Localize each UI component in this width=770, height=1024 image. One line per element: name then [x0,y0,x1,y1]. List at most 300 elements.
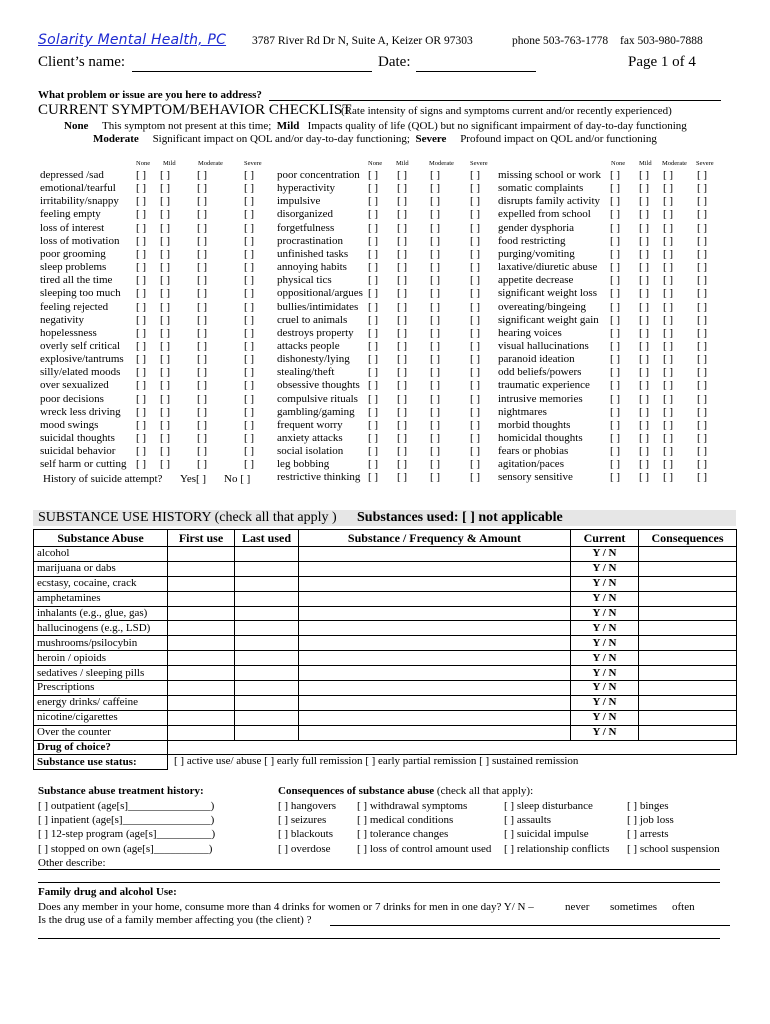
symptom-moderate-checkbox[interactable]: [ ] [663,445,674,458]
consequences-cell[interactable] [639,576,737,591]
symptom-severe-checkbox[interactable]: [ ] [470,432,481,444]
symptom-none-checkbox[interactable]: [ ] [368,208,379,221]
symptom-none-checkbox[interactable]: [ ] [368,326,379,339]
symptom-mild-checkbox[interactable]: [ ] [639,287,650,300]
consequence-checkbox[interactable]: [ ] tolerance changes [357,828,449,840]
symptom-mild-checkbox[interactable]: [ ] [397,313,408,326]
symptom-mild-checkbox[interactable]: [ ] [160,418,171,431]
symptom-moderate-checkbox[interactable]: [ ] [430,169,441,181]
symptom-mild-checkbox[interactable]: [ ] [639,353,650,366]
symptom-mild-checkbox[interactable]: [ ] [639,274,650,287]
consequences-cell[interactable] [639,547,737,562]
symptom-mild-checkbox[interactable]: [ ] [639,339,650,352]
current-yn-cell[interactable]: Y / N [571,576,639,591]
symptom-moderate-checkbox[interactable]: [ ] [430,471,441,484]
last-used-cell[interactable] [235,547,299,562]
symptom-mild-checkbox[interactable]: [ ] [160,405,171,418]
symptom-moderate-checkbox[interactable]: [ ] [663,353,674,366]
symptom-mild-checkbox[interactable]: [ ] [160,326,171,339]
symptom-mild-checkbox[interactable]: [ ] [397,339,408,352]
symptom-none-checkbox[interactable]: [ ] [368,313,379,326]
symptom-mild-checkbox[interactable]: [ ] [160,274,171,287]
symptom-mild-checkbox[interactable]: [ ] [639,445,650,458]
symptom-none-checkbox[interactable]: [ ] [136,234,147,247]
symptom-moderate-checkbox[interactable]: [ ] [663,339,674,352]
current-yn-cell[interactable]: Y / N [571,681,639,696]
symptom-mild-checkbox[interactable]: [ ] [639,418,650,431]
family-q1-never[interactable]: never [565,901,590,913]
symptom-moderate-checkbox[interactable]: [ ] [430,300,441,313]
last-used-cell[interactable] [235,651,299,666]
last-used-cell[interactable] [235,621,299,636]
current-yn-cell[interactable]: Y / N [571,666,639,681]
symptom-none-checkbox[interactable]: [ ] [136,353,147,366]
last-used-cell[interactable] [235,591,299,606]
symptom-none-checkbox[interactable]: [ ] [368,405,379,418]
symptom-severe-checkbox[interactable]: [ ] [697,182,708,195]
symptom-moderate-checkbox[interactable]: [ ] [197,195,208,208]
symptom-severe-checkbox[interactable]: [ ] [697,287,708,300]
symptom-none-checkbox[interactable]: [ ] [136,366,147,379]
symptom-moderate-checkbox[interactable]: [ ] [663,182,674,195]
symptom-moderate-checkbox[interactable]: [ ] [430,182,441,195]
symptom-none-checkbox[interactable]: [ ] [368,274,379,287]
symptom-severe-checkbox[interactable]: [ ] [244,379,255,392]
symptom-mild-checkbox[interactable]: [ ] [397,326,408,339]
first-use-cell[interactable] [168,725,235,740]
symptom-moderate-checkbox[interactable]: [ ] [663,405,674,418]
family-q1-often[interactable]: often [672,901,695,913]
consequences-cell[interactable] [639,725,737,740]
frequency-amount-cell[interactable] [299,561,571,576]
frequency-amount-cell[interactable] [299,710,571,725]
symptom-moderate-checkbox[interactable]: [ ] [197,274,208,287]
symptom-none-checkbox[interactable]: [ ] [610,287,621,300]
symptom-mild-checkbox[interactable]: [ ] [397,182,408,195]
symptom-none-checkbox[interactable]: [ ] [136,326,147,339]
symptom-mild-checkbox[interactable]: [ ] [639,195,650,208]
symptom-none-checkbox[interactable]: [ ] [136,169,147,181]
consequences-cell[interactable] [639,681,737,696]
other-describe-field-2[interactable] [38,882,720,883]
symptom-mild-checkbox[interactable]: [ ] [160,392,171,405]
last-used-cell[interactable] [235,710,299,725]
symptom-severe-checkbox[interactable]: [ ] [470,169,481,181]
first-use-cell[interactable] [168,621,235,636]
symptom-moderate-checkbox[interactable]: [ ] [430,221,441,234]
last-used-cell[interactable] [235,681,299,696]
symptom-none-checkbox[interactable]: [ ] [610,445,621,458]
symptom-moderate-checkbox[interactable]: [ ] [430,274,441,287]
symptom-mild-checkbox[interactable]: [ ] [397,208,408,221]
symptom-mild-checkbox[interactable]: [ ] [397,418,408,431]
symptom-none-checkbox[interactable]: [ ] [610,339,621,352]
symptom-none-checkbox[interactable]: [ ] [610,195,621,208]
current-yn-cell[interactable]: Y / N [571,636,639,651]
symptom-mild-checkbox[interactable]: [ ] [160,169,171,181]
symptom-none-checkbox[interactable]: [ ] [368,182,379,195]
symptom-none-checkbox[interactable]: [ ] [610,353,621,366]
symptom-severe-checkbox[interactable]: [ ] [697,300,708,313]
symptom-mild-checkbox[interactable]: [ ] [160,195,171,208]
symptom-severe-checkbox[interactable]: [ ] [697,221,708,234]
symptom-severe-checkbox[interactable]: [ ] [244,195,255,208]
current-yn-cell[interactable]: Y / N [571,561,639,576]
symptom-severe-checkbox[interactable]: [ ] [470,313,481,326]
symptom-severe-checkbox[interactable]: [ ] [697,418,708,431]
symptom-mild-checkbox[interactable]: [ ] [160,234,171,247]
symptom-severe-checkbox[interactable]: [ ] [470,405,481,418]
frequency-amount-cell[interactable] [299,606,571,621]
symptom-none-checkbox[interactable]: [ ] [136,313,147,326]
symptom-mild-checkbox[interactable]: [ ] [160,339,171,352]
frequency-amount-cell[interactable] [299,576,571,591]
first-use-cell[interactable] [168,666,235,681]
symptom-none-checkbox[interactable]: [ ] [136,208,147,221]
symptom-mild-checkbox[interactable]: [ ] [160,221,171,234]
symptom-mild-checkbox[interactable]: [ ] [639,432,650,444]
symptom-mild-checkbox[interactable]: [ ] [639,247,650,260]
suicide-attempt-no[interactable]: No [ ] [224,473,251,485]
symptom-mild-checkbox[interactable]: [ ] [639,313,650,326]
symptom-mild-checkbox[interactable]: [ ] [397,169,408,181]
symptom-moderate-checkbox[interactable]: [ ] [663,195,674,208]
frequency-amount-cell[interactable] [299,621,571,636]
first-use-cell[interactable] [168,591,235,606]
symptom-none-checkbox[interactable]: [ ] [136,458,147,471]
symptom-none-checkbox[interactable]: [ ] [136,418,147,431]
symptom-severe-checkbox[interactable]: [ ] [244,247,255,260]
symptom-severe-checkbox[interactable]: [ ] [697,208,708,221]
current-yn-cell[interactable]: Y / N [571,591,639,606]
symptom-mild-checkbox[interactable]: [ ] [160,208,171,221]
symptom-severe-checkbox[interactable]: [ ] [244,313,255,326]
symptom-none-checkbox[interactable]: [ ] [368,169,379,181]
symptom-mild-checkbox[interactable]: [ ] [639,326,650,339]
symptom-moderate-checkbox[interactable]: [ ] [197,458,208,471]
consequence-checkbox[interactable]: [ ] loss of control amount used [357,843,492,855]
symptom-none-checkbox[interactable]: [ ] [610,247,621,260]
symptom-mild-checkbox[interactable]: [ ] [639,300,650,313]
last-used-cell[interactable] [235,695,299,710]
symptom-severe-checkbox[interactable]: [ ] [244,432,255,444]
symptom-severe-checkbox[interactable]: [ ] [470,247,481,260]
symptom-moderate-checkbox[interactable]: [ ] [430,326,441,339]
frequency-amount-cell[interactable] [299,681,571,696]
symptom-moderate-checkbox[interactable]: [ ] [197,208,208,221]
consequence-checkbox[interactable]: [ ] overdose [278,843,331,855]
consequence-checkbox[interactable]: [ ] assaults [504,814,552,826]
symptom-none-checkbox[interactable]: [ ] [368,353,379,366]
symptom-severe-checkbox[interactable]: [ ] [697,471,708,484]
family-extra-line[interactable] [38,938,720,939]
consequences-cell[interactable] [639,621,737,636]
symptom-none-checkbox[interactable]: [ ] [610,234,621,247]
frequency-amount-cell[interactable] [299,547,571,562]
symptom-mild-checkbox[interactable]: [ ] [639,379,650,392]
symptom-moderate-checkbox[interactable]: [ ] [197,221,208,234]
symptom-moderate-checkbox[interactable]: [ ] [663,392,674,405]
symptom-moderate-checkbox[interactable]: [ ] [430,366,441,379]
symptom-none-checkbox[interactable]: [ ] [368,339,379,352]
symptom-moderate-checkbox[interactable]: [ ] [197,379,208,392]
symptom-severe-checkbox[interactable]: [ ] [697,234,708,247]
symptom-moderate-checkbox[interactable]: [ ] [197,247,208,260]
last-used-cell[interactable] [235,725,299,740]
frequency-amount-cell[interactable] [299,651,571,666]
symptom-none-checkbox[interactable]: [ ] [368,221,379,234]
symptom-moderate-checkbox[interactable]: [ ] [663,169,674,181]
symptom-severe-checkbox[interactable]: [ ] [244,445,255,458]
symptom-severe-checkbox[interactable]: [ ] [244,300,255,313]
symptom-moderate-checkbox[interactable]: [ ] [430,432,441,444]
last-used-cell[interactable] [235,606,299,621]
last-used-cell[interactable] [235,576,299,591]
symptom-moderate-checkbox[interactable]: [ ] [197,366,208,379]
symptom-none-checkbox[interactable]: [ ] [368,366,379,379]
symptom-moderate-checkbox[interactable]: [ ] [430,353,441,366]
consequences-cell[interactable] [639,561,737,576]
symptom-severe-checkbox[interactable]: [ ] [470,234,481,247]
symptom-mild-checkbox[interactable]: [ ] [397,195,408,208]
symptom-none-checkbox[interactable]: [ ] [610,471,621,484]
date-field[interactable] [416,71,536,72]
frequency-amount-cell[interactable] [299,636,571,651]
consequences-cell[interactable] [639,651,737,666]
symptom-moderate-checkbox[interactable]: [ ] [430,445,441,458]
treatment-12-step[interactable]: [ ] 12-step program (age[s]__________) [38,828,216,840]
symptom-mild-checkbox[interactable]: [ ] [160,445,171,458]
symptom-severe-checkbox[interactable]: [ ] [470,458,481,471]
symptom-moderate-checkbox[interactable]: [ ] [197,353,208,366]
symptom-none-checkbox[interactable]: [ ] [368,379,379,392]
symptom-severe-checkbox[interactable]: [ ] [697,247,708,260]
symptom-none-checkbox[interactable]: [ ] [136,300,147,313]
symptom-severe-checkbox[interactable]: [ ] [697,458,708,471]
symptom-mild-checkbox[interactable]: [ ] [160,353,171,366]
last-used-cell[interactable] [235,561,299,576]
symptom-severe-checkbox[interactable]: [ ] [470,392,481,405]
symptom-none-checkbox[interactable]: [ ] [136,379,147,392]
symptom-moderate-checkbox[interactable]: [ ] [663,274,674,287]
symptom-none-checkbox[interactable]: [ ] [368,261,379,274]
symptom-none-checkbox[interactable]: [ ] [368,432,379,444]
symptom-moderate-checkbox[interactable]: [ ] [663,379,674,392]
symptom-moderate-checkbox[interactable]: [ ] [663,287,674,300]
symptom-severe-checkbox[interactable]: [ ] [244,366,255,379]
symptom-severe-checkbox[interactable]: [ ] [697,353,708,366]
symptom-mild-checkbox[interactable]: [ ] [397,234,408,247]
substances-not-applicable-checkbox[interactable]: Substances used: [ ] not applicable [357,510,563,525]
symptom-mild-checkbox[interactable]: [ ] [639,471,650,484]
symptom-mild-checkbox[interactable]: [ ] [397,274,408,287]
symptom-none-checkbox[interactable]: [ ] [610,274,621,287]
symptom-moderate-checkbox[interactable]: [ ] [663,458,674,471]
symptom-none-checkbox[interactable]: [ ] [136,247,147,260]
first-use-cell[interactable] [168,710,235,725]
first-use-cell[interactable] [168,651,235,666]
symptom-none-checkbox[interactable]: [ ] [368,195,379,208]
current-yn-cell[interactable]: Y / N [571,725,639,740]
symptom-mild-checkbox[interactable]: [ ] [639,366,650,379]
symptom-mild-checkbox[interactable]: [ ] [397,247,408,260]
symptom-none-checkbox[interactable]: [ ] [368,445,379,458]
symptom-moderate-checkbox[interactable]: [ ] [430,261,441,274]
symptom-none-checkbox[interactable]: [ ] [136,261,147,274]
symptom-moderate-checkbox[interactable]: [ ] [430,313,441,326]
symptom-severe-checkbox[interactable]: [ ] [470,366,481,379]
symptom-mild-checkbox[interactable]: [ ] [397,366,408,379]
symptom-mild-checkbox[interactable]: [ ] [160,432,171,444]
symptom-mild-checkbox[interactable]: [ ] [639,405,650,418]
symptom-none-checkbox[interactable]: [ ] [610,432,621,444]
symptom-severe-checkbox[interactable]: [ ] [470,261,481,274]
symptom-none-checkbox[interactable]: [ ] [368,471,379,484]
symptom-severe-checkbox[interactable]: [ ] [697,326,708,339]
symptom-none-checkbox[interactable]: [ ] [610,169,621,181]
consequence-checkbox[interactable]: [ ] relationship conflicts [504,843,610,855]
consequence-checkbox[interactable]: [ ] blackouts [278,828,333,840]
symptom-moderate-checkbox[interactable]: [ ] [197,169,208,181]
current-yn-cell[interactable]: Y / N [571,695,639,710]
symptom-severe-checkbox[interactable]: [ ] [244,418,255,431]
first-use-cell[interactable] [168,606,235,621]
symptom-severe-checkbox[interactable]: [ ] [244,458,255,471]
consequence-checkbox[interactable]: [ ] suicidal impulse [504,828,589,840]
symptom-severe-checkbox[interactable]: [ ] [470,182,481,195]
symptom-severe-checkbox[interactable]: [ ] [697,274,708,287]
consequence-checkbox[interactable]: [ ] job loss [627,814,674,826]
first-use-cell[interactable] [168,561,235,576]
symptom-moderate-checkbox[interactable]: [ ] [197,445,208,458]
symptom-moderate-checkbox[interactable]: [ ] [197,261,208,274]
symptom-moderate-checkbox[interactable]: [ ] [197,300,208,313]
symptom-mild-checkbox[interactable]: [ ] [160,182,171,195]
symptom-none-checkbox[interactable]: [ ] [136,339,147,352]
symptom-mild-checkbox[interactable]: [ ] [639,261,650,274]
frequency-amount-cell[interactable] [299,695,571,710]
symptom-mild-checkbox[interactable]: [ ] [160,313,171,326]
symptom-severe-checkbox[interactable]: [ ] [697,379,708,392]
current-yn-cell[interactable]: Y / N [571,547,639,562]
symptom-none-checkbox[interactable]: [ ] [610,405,621,418]
symptom-none-checkbox[interactable]: [ ] [136,287,147,300]
consequences-cell[interactable] [639,606,737,621]
symptom-severe-checkbox[interactable]: [ ] [470,353,481,366]
symptom-moderate-checkbox[interactable]: [ ] [430,405,441,418]
symptom-moderate-checkbox[interactable]: [ ] [197,418,208,431]
symptom-none-checkbox[interactable]: [ ] [368,247,379,260]
symptom-none-checkbox[interactable]: [ ] [136,182,147,195]
drug-of-choice-field[interactable] [168,740,737,755]
symptom-moderate-checkbox[interactable]: [ ] [197,392,208,405]
symptom-moderate-checkbox[interactable]: [ ] [197,405,208,418]
symptom-moderate-checkbox[interactable]: [ ] [197,339,208,352]
symptom-mild-checkbox[interactable]: [ ] [160,458,171,471]
symptom-moderate-checkbox[interactable]: [ ] [430,234,441,247]
symptom-moderate-checkbox[interactable]: [ ] [430,208,441,221]
symptom-severe-checkbox[interactable]: [ ] [470,274,481,287]
last-used-cell[interactable] [235,666,299,681]
treatment-stopped-own[interactable]: [ ] stopped on own (age[s]__________) [38,843,213,855]
symptom-moderate-checkbox[interactable]: [ ] [663,300,674,313]
symptom-mild-checkbox[interactable]: [ ] [397,445,408,458]
symptom-mild-checkbox[interactable]: [ ] [639,458,650,471]
symptom-moderate-checkbox[interactable]: [ ] [663,234,674,247]
symptom-none-checkbox[interactable]: [ ] [610,313,621,326]
symptom-moderate-checkbox[interactable]: [ ] [430,247,441,260]
symptom-moderate-checkbox[interactable]: [ ] [197,234,208,247]
symptom-none-checkbox[interactable]: [ ] [610,366,621,379]
symptom-mild-checkbox[interactable]: [ ] [397,221,408,234]
symptom-mild-checkbox[interactable]: [ ] [639,392,650,405]
symptom-severe-checkbox[interactable]: [ ] [244,339,255,352]
symptom-severe-checkbox[interactable]: [ ] [244,326,255,339]
symptom-severe-checkbox[interactable]: [ ] [697,261,708,274]
first-use-cell[interactable] [168,681,235,696]
first-use-cell[interactable] [168,576,235,591]
symptom-none-checkbox[interactable]: [ ] [610,326,621,339]
symptom-moderate-checkbox[interactable]: [ ] [663,221,674,234]
symptom-mild-checkbox[interactable]: [ ] [397,392,408,405]
other-describe-field[interactable] [38,869,720,870]
symptom-severe-checkbox[interactable]: [ ] [470,379,481,392]
symptom-moderate-checkbox[interactable]: [ ] [430,392,441,405]
symptom-mild-checkbox[interactable]: [ ] [397,287,408,300]
last-used-cell[interactable] [235,636,299,651]
symptom-moderate-checkbox[interactable]: [ ] [197,313,208,326]
symptom-moderate-checkbox[interactable]: [ ] [430,339,441,352]
substance-use-status-options[interactable]: [ ] active use/ abuse [ ] early full remission [ ] early partial remission [ ] sustained remission [174,755,579,767]
symptom-moderate-checkbox[interactable]: [ ] [197,287,208,300]
symptom-severe-checkbox[interactable]: [ ] [697,405,708,418]
symptom-severe-checkbox[interactable]: [ ] [470,300,481,313]
symptom-none-checkbox[interactable]: [ ] [136,432,147,444]
symptom-severe-checkbox[interactable]: [ ] [470,326,481,339]
symptom-mild-checkbox[interactable]: [ ] [397,432,408,444]
symptom-moderate-checkbox[interactable]: [ ] [663,326,674,339]
symptom-mild-checkbox[interactable]: [ ] [639,208,650,221]
symptom-none-checkbox[interactable]: [ ] [610,221,621,234]
symptom-severe-checkbox[interactable]: [ ] [470,195,481,208]
symptom-severe-checkbox[interactable]: [ ] [470,418,481,431]
treatment-inpatient[interactable]: [ ] inpatient (age[s]________________) [38,814,215,826]
consequences-cell[interactable] [639,591,737,606]
consequences-cell[interactable] [639,636,737,651]
symptom-severe-checkbox[interactable]: [ ] [244,274,255,287]
symptom-none-checkbox[interactable]: [ ] [136,392,147,405]
symptom-severe-checkbox[interactable]: [ ] [244,221,255,234]
consequence-checkbox[interactable]: [ ] binges [627,800,669,812]
symptom-none-checkbox[interactable]: [ ] [136,445,147,458]
symptom-severe-checkbox[interactable]: [ ] [697,366,708,379]
symptom-mild-checkbox[interactable]: [ ] [160,261,171,274]
symptom-moderate-checkbox[interactable]: [ ] [430,379,441,392]
symptom-moderate-checkbox[interactable]: [ ] [663,432,674,444]
family-question-2-field[interactable] [330,925,730,926]
symptom-mild-checkbox[interactable]: [ ] [397,471,408,484]
consequence-checkbox[interactable]: [ ] arrests [627,828,669,840]
symptom-moderate-checkbox[interactable]: [ ] [197,432,208,444]
symptom-severe-checkbox[interactable]: [ ] [244,234,255,247]
consequence-checkbox[interactable]: [ ] hangovers [278,800,337,812]
consequence-checkbox[interactable]: [ ] school suspension [627,843,720,855]
symptom-severe-checkbox[interactable]: [ ] [244,392,255,405]
symptom-none-checkbox[interactable]: [ ] [610,392,621,405]
symptom-mild-checkbox[interactable]: [ ] [160,366,171,379]
symptom-none-checkbox[interactable]: [ ] [610,458,621,471]
frequency-amount-cell[interactable] [299,666,571,681]
